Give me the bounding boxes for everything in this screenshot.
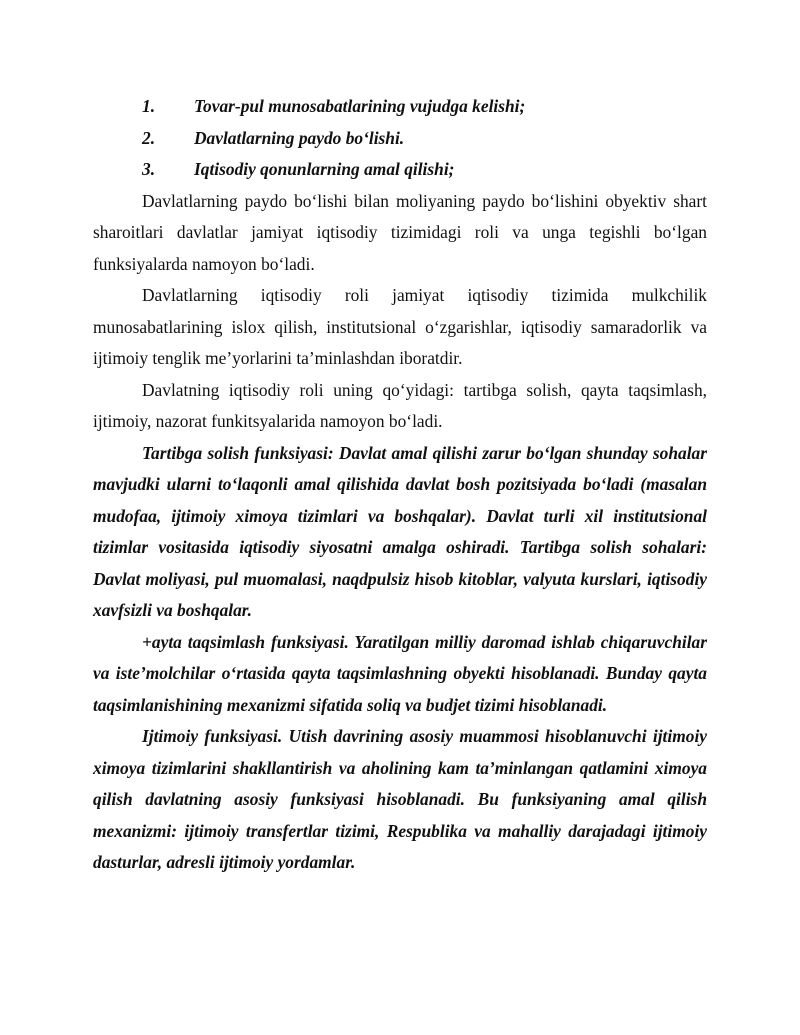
paragraph-economic-role: Davlatlarning iqtisodiy roli jamiyat iqtisodiy tizimida mulkchilik munosabatlarining islox qilish, institutsional o‘zgarishlar, iqtisodiy samaradorlik va ijtimoiy tenglik me’yorlarini ta’minlashdan iboratdir. xyxy=(93,285,707,368)
paragraph-social-function: Ijtimoiy funksiyasi. Utish davrining asosiy muammosi hisoblanuvchi ijtimoiy ximoya tizimlarini shakllantirish va aholining kam ta’minlangan qatlamini ximoya qilish davlatning asosiy funksiyasi hisoblanadi. Bu funksiyaning amal qilish mexanizmi: ijtimoiy transfertlar tizimi, Respublika va mahalliy darajadagi ijtimoiy dasturlar, adresli ijtimoiy yordamlar. xyxy=(93,726,707,872)
list-item xyxy=(93,91,707,123)
paragraph-redistribution-function: +ayta taqsimlash funksiyasi. Yaratilgan milliy daromad ishlab chiqaruvchilar va iste’molchilar o‘rtasida qayta taqsimlashning obyekti hisoblanadi. Bunday qayta taqsimlanishining mexanizmi sifatida soliq va budjet tizimi hisoblanadi. xyxy=(93,631,707,715)
paragraph-regulation-function: Tartibga solish funksiyasi: Davlat amal qilishi zarur bo‘lgan shunday sohalar mavjudki ularni to‘laqonli amal qilishida davlat bosh pozitsiyada bo‘ladi (masalan mudofaa, ijtimoiy ximoya tizimlari va boshqalar). Davlat turli xil institutsional tizimlar vositasida iqtisodiy siyosatni amalga oshiradi. Tartibga solish sohalari: Davlat moliyasi, pul muomalasi, naqdpulsiz hisob kitoblar, valyuta kurslari, iqtisodiy xavfsizli va boshqalar. xyxy=(93,442,707,620)
list-number: 1. xyxy=(142,96,156,116)
list-number: 3. xyxy=(142,159,156,179)
list-item xyxy=(93,154,707,186)
paragraph-state-origin: Davlatlarning paydo bo‘lishi bilan moliyaning paydo bo‘lishini obyektiv shart sharoitlari davlatlar jamiyat iqtisodiy tizimidagi roli va unga tegishli bo‘lgan funksiyalarda namoyon bo‘ladi. xyxy=(93,190,707,274)
list-text: Tovar-pul munosabatlarining vujudga kelishi; xyxy=(194,96,526,116)
list-text: Iqtisodiy qonunlarning amal qilishi; xyxy=(194,159,455,179)
paragraph-functions: Davlatning iqtisodiy roli uning qo‘yidagi: tartibga solish, qayta taqsimlash, ijtimoiy, nazorat funkitsyalarida namoyon bo‘ladi. xyxy=(93,379,707,431)
document-body xyxy=(93,91,707,879)
list-text: Davlatlarning paydo bo‘lishi. xyxy=(194,127,405,148)
list-item xyxy=(93,123,707,155)
list-number: 2. xyxy=(142,127,156,148)
